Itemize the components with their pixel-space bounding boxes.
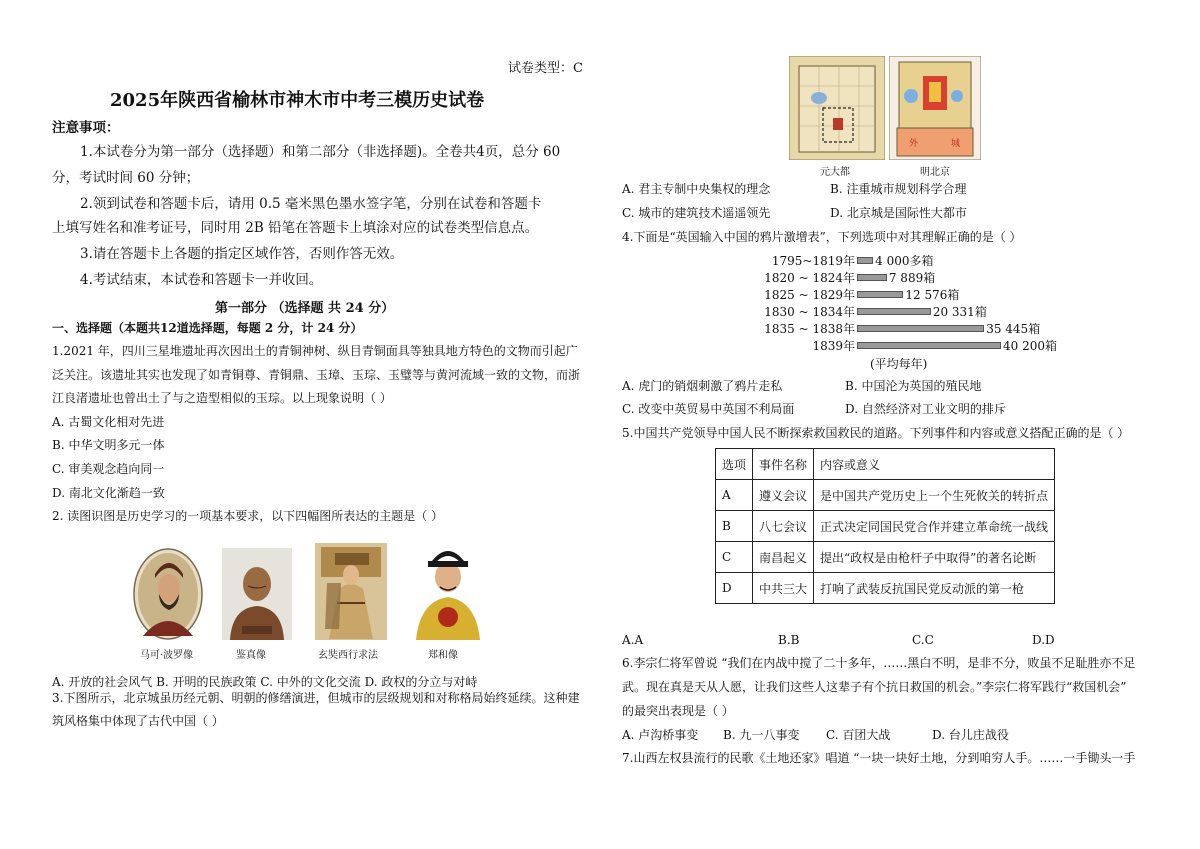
chart-bar [857, 257, 873, 264]
q6-option-b: B. 九一八事变 [723, 728, 800, 742]
q4-option-c: C. 改变中英贸易中英国不利局面 [622, 402, 795, 416]
table-row [716, 542, 1055, 573]
chart-category-label: 1795~1819年 [771, 254, 855, 268]
table-header-row [716, 449, 1055, 480]
q2-stem: 2. 读图识图是历史学习的一项基本要求，以下四幅图所表达的主题是（ ） [52, 509, 444, 523]
table-cell: A [716, 480, 753, 511]
ming-beijing-map [889, 56, 981, 160]
q1-option-d: D. 南北文化渐趋一致 [52, 486, 165, 500]
table-cell: 是中国共产党历史上一个生死攸关的转折点 [814, 480, 1055, 511]
note-2b: 上填写姓名和准考证号，同时用 2B 铅笔在答题卡上填涂对应的试卷类型信息点。 [52, 220, 539, 236]
q5-option-a: A.A [622, 633, 644, 647]
chart-value-label: 4 000多箱 [875, 254, 934, 268]
note-3: 3.请在答题卡上各题的指定区域作答，否则作答无效。 [80, 246, 404, 262]
chart-bar [857, 342, 1001, 349]
map-caption-ming: 明北京 [920, 167, 950, 178]
q4-stem: 4.下面是“英国输入中国的鸦片激增表”，下列选项中对其理解正确的是（ ） [622, 230, 1022, 244]
chart-bar [857, 325, 984, 332]
q4-option-a: A. 虎门的销烟刺激了鸦片走私 [622, 379, 783, 393]
chart-value-label: 20 331箱 [932, 305, 987, 319]
q3-option-d: D. 北京城是国际性大都市 [830, 206, 967, 220]
zheng-he-portrait [410, 543, 486, 640]
header-event: 事件名称 [753, 449, 814, 480]
table-cell: 遵义会议 [753, 480, 814, 511]
q2-options: A. 开放的社会风气 B. 开明的民族政策 C. 中外的文化交流 D. 政权的分立与对峙 [52, 675, 478, 689]
table-cell: C [716, 542, 753, 573]
q1-line-1: 1.2021 年，四川三星堆遗址再次因出土的青铜神树、纵目青铜面具等独具地方特色的文物而引起广 [52, 344, 578, 358]
chart-category-label: 1839年 [812, 339, 855, 353]
q4-option-d: D. 自然经济对工业文明的排斥 [845, 402, 1006, 416]
q5-option-d: D.D [1032, 633, 1055, 647]
q3-option-b: B. 注重城市规划科学合理 [830, 182, 967, 196]
table-cell: 打响了武装反抗国民党反动派的第一枪 [814, 573, 1055, 604]
q6-option-d: D. 台儿庄战役 [932, 728, 1009, 742]
note-2a: 2.领到试卷和答题卡后，请用 0.5 毫米黑色墨水签字笔，分别在试卷和答题卡 [80, 196, 542, 212]
chart-value-label: 7 889箱 [888, 271, 936, 285]
q6-line-1: 6.李宗仁将军曾说 “我们在内战中搅了二十多年，……黑白不明，是非不分，败虽不足耻胜亦不足 [622, 656, 1136, 670]
jianzhen-statue [222, 548, 292, 640]
q7-line-1: 7.山西左权县流行的民歌《土地还家》唱道 “一块一块好土地，分到咱穷人手。……一手锄头一手 [622, 751, 1136, 765]
header-content: 内容或意义 [814, 449, 1055, 480]
q6-line-3: 的最突出表现是（ ） [622, 704, 734, 718]
q6-line-2: 武。现在真是天从人愿，让我们这些人这辈子有个抗日救国的机会。”李宗仁将军践行“救国机会” [622, 680, 1127, 694]
q3-option-a: A. 君主专制中央集权的理念 [622, 182, 771, 196]
note-4: 4.考试结束，本试卷和答题卡一并收回。 [80, 272, 323, 288]
table-cell: 中共三大 [753, 573, 814, 604]
page-title: 2025年陕西省榆林市神木市中考三模历史试卷 [110, 90, 485, 111]
table-row [716, 573, 1055, 604]
caption-jianzhen: 鉴真像 [236, 650, 266, 661]
chart-value-label: 35 445箱 [986, 322, 1041, 336]
chart-bar [857, 291, 903, 298]
table-cell: D [716, 573, 753, 604]
part1-heading: 第一部分 （选择题 共 24 分） [215, 301, 395, 316]
svg-text:城: 城 [951, 139, 961, 149]
q6-option-c: C. 百团大战 [826, 728, 891, 742]
marco-polo-portrait [133, 548, 203, 640]
q5-stem: 5.中国共产党领导中国人民不断探索救国救民的道路。下列事件和内容或意义搭配正确的是（ ） [622, 426, 1130, 440]
q3-line-2: 筑风格集中体现了古代中国（ ） [52, 714, 224, 728]
note-1a: 1.本试卷分为第一部分（选择题）和第二部分（非选择题)。全卷共4页，总分 60 [80, 144, 561, 160]
q1-line-3: 江良渚遗址也曾出土了与之造型相似的玉琮。以上现象说明（ ） [52, 391, 392, 405]
q3-line-1: 3.下图所示，北京城虽历经元朝、明朝的修缮演进，但城市的层级规划和对称格局始终延续。这种建 [52, 691, 580, 705]
section-heading: 一、选择题（本题共12道选择题，每题 2 分，计 24 分） [52, 321, 363, 335]
table-row [716, 511, 1055, 542]
q1-line-2: 泛关注。该遗址其实也发现了如青铜尊、青铜鼎、玉璋、玉琮、玉璧等与黄河流域一致的文物，而浙 [52, 368, 581, 382]
chart-bar [857, 308, 931, 315]
svg-text:外: 外 [909, 139, 919, 149]
caption-marco-polo: 马可·波罗像 [140, 650, 194, 661]
caption-xuanzang: 玄奘西行求法 [318, 650, 378, 661]
chart-footnote: (平均每年) [870, 357, 928, 371]
table-cell: 提出“政权是由枪杆子中取得”的著名论断 [814, 542, 1055, 573]
note-1b: 分，考试时间 60 分钟； [52, 170, 200, 186]
chart-value-label: 12 576箱 [905, 288, 960, 302]
caption-zheng-he: 郑和像 [428, 650, 458, 661]
table-row [716, 480, 1055, 511]
header-option: 选项 [716, 449, 753, 480]
q4-option-b: B. 中国沦为英国的殖民地 [845, 379, 982, 393]
table-cell: 八七会议 [753, 511, 814, 542]
q5-events-table [715, 448, 1055, 604]
q6-option-a: A. 卢沟桥事变 [622, 728, 699, 742]
yuan-dadu-map [789, 56, 885, 160]
table-cell: 正式决定同国民党合作并建立革命统一战线 [814, 511, 1055, 542]
chart-category-label: 1825 ~ 1829年 [764, 288, 855, 302]
table-cell: B [716, 511, 753, 542]
q1-option-c: C. 审美观念趋向同一 [52, 462, 165, 476]
chart-bar [857, 274, 887, 281]
chart-value-label: 40 200箱 [1003, 339, 1057, 353]
q3-option-c: C. 城市的建筑技术遥遥领先 [622, 206, 771, 220]
chart-category-label: 1820 ~ 1824年 [764, 271, 855, 285]
q1-option-a: A. 古蜀文化相对先进 [52, 415, 165, 429]
xuanzang-painting [315, 543, 387, 640]
chart-category-label: 1835 ~ 1838年 [764, 322, 855, 336]
notes-heading: 注意事项： [52, 120, 120, 136]
q1-option-b: B. 中华文明多元一体 [52, 438, 165, 452]
table-cell: 南昌起义 [753, 542, 814, 573]
q5-option-c: C.C [912, 633, 934, 647]
opium-import-chart [760, 252, 1057, 372]
chart-category-label: 1830 ~ 1834年 [764, 305, 855, 319]
map-caption-yuan: 元大都 [820, 167, 850, 178]
exam-type-label: 试卷类型：C [508, 61, 583, 76]
q5-option-b: B.B [778, 633, 800, 647]
